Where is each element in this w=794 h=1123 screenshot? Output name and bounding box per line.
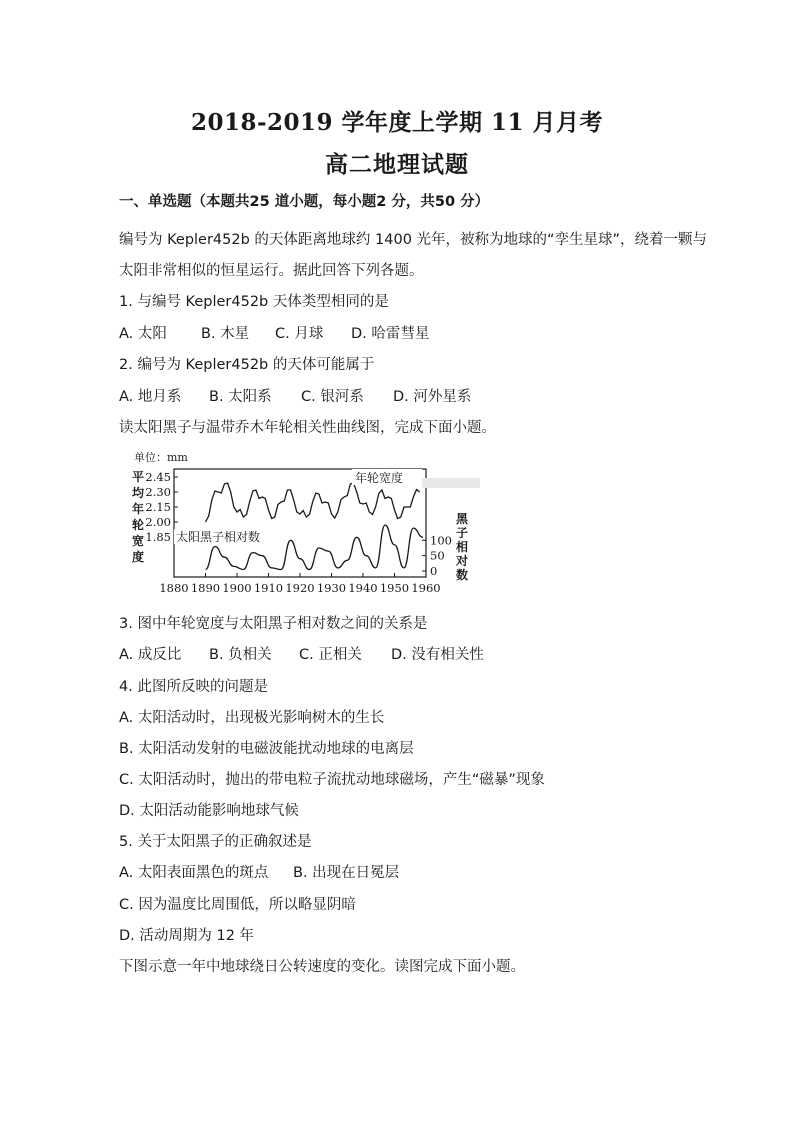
right-axis-label [455, 512, 469, 582]
q1-option-c[interactable]: C. 月球 [275, 326, 324, 342]
x-tick-label: 1910 [253, 581, 284, 595]
question-1-options [119, 322, 429, 343]
chart-intro: 读太阳黑子与温带乔木年轮相关性曲线图，完成下面小题。 [119, 420, 496, 436]
right-tick-label: 50 [430, 548, 445, 563]
x-tick-label: 1920 [285, 581, 315, 595]
left-axis-label-char: 宽 [132, 534, 145, 548]
annotation-sunspot: 太阳黑子相对数 [176, 530, 261, 544]
section-heading: 一、单选题（本题共25 道小题，每小题2 分，共50 分） [119, 194, 490, 210]
question-2-stem: 2. 编号为 Kepler452b 的天体可能属于 [119, 357, 375, 373]
chart-unit-label: 单位：mm [134, 451, 188, 464]
q3-option-a[interactable]: A. 成反比 [119, 647, 182, 663]
left-tick-label: 2.30 [145, 485, 171, 499]
right-tick-label: 100 [430, 533, 452, 548]
annotation-ring-width: 年轮宽度 [355, 471, 404, 485]
q4-option-c[interactable]: C. 太阳活动时，抛出的带电粒子流扰动地球磁场，产生“磁暴”现象 [119, 772, 545, 788]
left-axis-label-char: 平 [132, 470, 145, 484]
series-line-ring-width [206, 483, 420, 522]
question-5-options-ab [119, 861, 399, 882]
right-axis-label-char: 子 [456, 526, 469, 540]
q1-option-a[interactable]: A. 太阳 [119, 326, 167, 342]
x-tick-label: 1930 [316, 581, 347, 595]
right-axis-label-char: 相 [456, 540, 469, 554]
q1-option-d[interactable]: D. 哈雷彗星 [351, 326, 430, 342]
q4-option-a[interactable]: A. 太阳活动时，出现极光影响树木的生长 [119, 710, 385, 726]
x-tick-label: 1880 [159, 581, 189, 595]
q3-option-b[interactable]: B. 负相关 [209, 647, 272, 663]
left-tick-label: 2.00 [145, 515, 171, 529]
q2-option-c[interactable]: C. 银河系 [301, 389, 364, 405]
x-tick-label: 1940 [348, 581, 378, 595]
left-axis-label [132, 469, 145, 564]
question-5-stem: 5. 关于太阳黑子的正确叙述是 [119, 834, 312, 850]
left-tick-label: 1.85 [145, 530, 171, 544]
exam-title: 2018-2019 学年度上学期 11 月月考 [190, 109, 604, 136]
x-tick-label: 1890 [190, 581, 221, 595]
question-3-stem: 3. 图中年轮宽度与太阳黑子相对数之间的关系是 [119, 616, 428, 632]
question-4-stem: 4. 此图所反映的问题是 [119, 679, 268, 695]
x-tick-label: 1960 [411, 581, 441, 595]
left-axis-label-char: 度 [132, 550, 145, 564]
question-2-options [119, 385, 471, 406]
left-axis-label-char: 轮 [132, 518, 145, 532]
x-tick-label: 1900 [222, 581, 252, 595]
q2-option-d[interactable]: D. 河外星系 [393, 389, 472, 405]
q3-option-c[interactable]: C. 正相关 [299, 647, 362, 663]
left-axis-label-char: 年 [132, 502, 145, 516]
left-tick-label: 2.45 [145, 470, 171, 484]
intro-paragraph-line-2: 太阳非常相似的恒星运行。据此回答下列各题。 [119, 263, 424, 279]
scan-smudge [422, 478, 480, 488]
intro-paragraph-line-1: 编号为 Kepler452b 的天体距离地球约 1400 光年，被称为地球的“孪生星球”，绕着一颗与 [119, 232, 708, 248]
q4-option-b[interactable]: B. 太阳活动发射的电磁波能扰动地球的电离层 [119, 741, 414, 757]
question-1-stem: 1. 与编号 Kepler452b 天体类型相同的是 [119, 294, 389, 310]
q1-option-b[interactable]: B. 木星 [201, 326, 250, 342]
left-axis-ticks [145, 470, 178, 544]
question-3-options [119, 643, 484, 664]
right-tick-label: 0 [430, 564, 438, 578]
right-axis-label-char: 对 [456, 554, 469, 568]
q5-option-b[interactable]: B. 出现在日冕层 [293, 865, 400, 881]
q4-option-d[interactable]: D. 太阳活动能影响地球气候 [119, 803, 299, 819]
right-axis-label-char: 黑 [456, 512, 469, 526]
x-axis-ticks [159, 573, 440, 595]
right-axis-label-char: 数 [456, 568, 469, 582]
q2-option-b[interactable]: B. 太阳系 [209, 389, 272, 405]
plot-frame [174, 469, 426, 577]
q2-option-a[interactable]: A. 地月系 [119, 389, 182, 405]
left-axis-label-char: 均 [132, 486, 145, 500]
exam-subtitle: 高二地理试题 [325, 151, 469, 178]
q5-option-d[interactable]: D. 活动周期为 12 年 [119, 928, 255, 944]
left-tick-label: 2.15 [145, 500, 171, 514]
q3-option-d[interactable]: D. 没有相关性 [391, 647, 484, 663]
x-tick-label: 1950 [379, 581, 410, 595]
next-figure-intro: 下图示意一年中地球绕日公转速度的变化。读图完成下面小题。 [119, 959, 525, 975]
sunspot-tree-ring-chart [122, 447, 492, 597]
q5-option-a[interactable]: A. 太阳表面黑色的斑点 [119, 865, 269, 881]
q5-option-c[interactable]: C. 因为温度比周围低，所以略显阴暗 [119, 897, 356, 913]
